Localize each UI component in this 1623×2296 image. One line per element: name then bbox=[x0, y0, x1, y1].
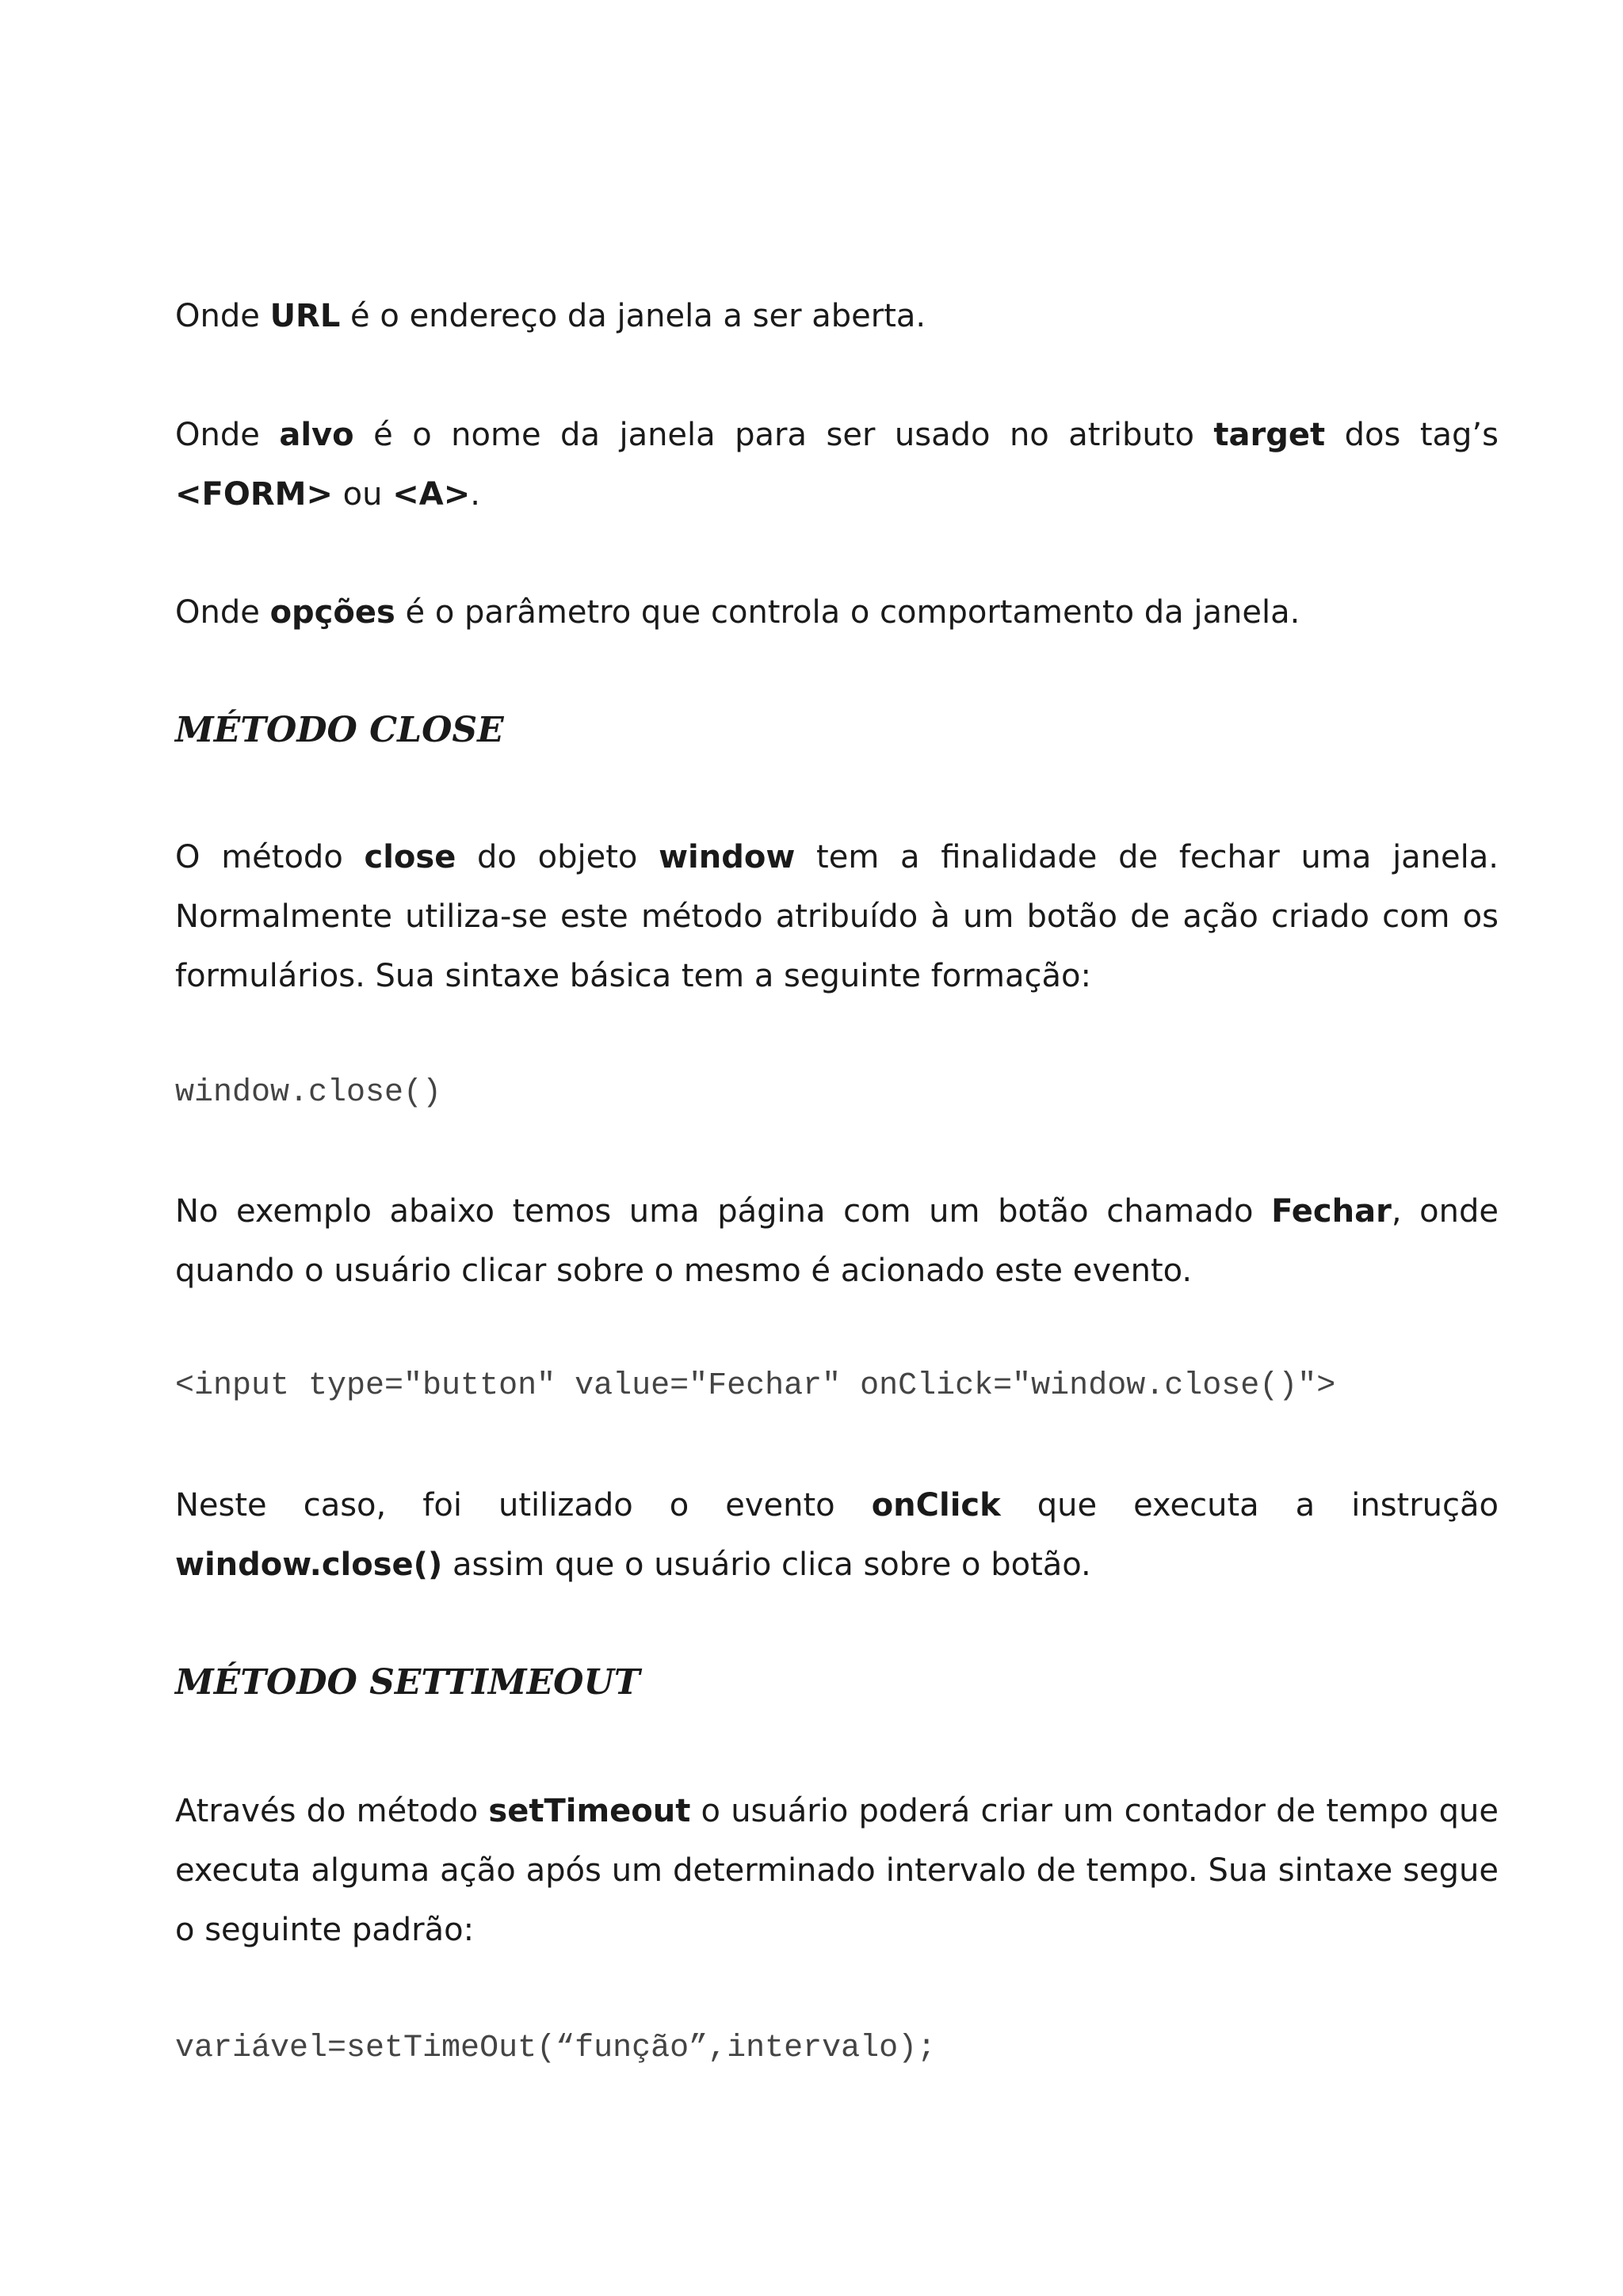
bold-term-form: <FORM> bbox=[175, 476, 333, 513]
bold-term-target: target bbox=[1213, 417, 1326, 453]
heading-metodo-close: MÉTODO CLOSE bbox=[175, 710, 504, 750]
text: é o nome da janela para ser usado no atributo bbox=[353, 417, 1214, 453]
code-settimeout-syntax: variável=setTimeOut(“função”,intervalo); bbox=[175, 2031, 937, 2066]
paragraph-example bbox=[175, 1182, 1499, 1301]
heading-metodo-settimeout: MÉTODO SETTIMEOUT bbox=[175, 1662, 640, 1703]
text: ou bbox=[332, 476, 393, 513]
text: dos tag’s bbox=[1325, 417, 1499, 453]
paragraph-settimeout-description bbox=[175, 1782, 1499, 1960]
text: No exemplo abaixo temos uma página com um botão chamado bbox=[175, 1193, 1272, 1230]
text: Onde bbox=[175, 298, 270, 334]
code-window-close: window.close() bbox=[175, 1075, 442, 1111]
text: Onde bbox=[175, 417, 280, 453]
paragraph-close-description bbox=[175, 828, 1499, 1006]
bold-term-window-close: window.close() bbox=[175, 1547, 443, 1583]
bold-term-a: <A> bbox=[392, 476, 471, 513]
text: do objeto bbox=[456, 839, 659, 875]
text: O método bbox=[175, 839, 365, 875]
text: Onde bbox=[175, 594, 270, 631]
text: é o endereço da janela a ser aberta. bbox=[340, 298, 926, 334]
bold-term-settimeout: setTimeout bbox=[488, 1793, 691, 1829]
bold-term-alvo: alvo bbox=[279, 417, 354, 453]
paragraph-opcoes bbox=[175, 583, 1499, 643]
text: . bbox=[470, 476, 480, 513]
paragraph-onclick bbox=[175, 1476, 1499, 1595]
bold-term-opcoes: opções bbox=[269, 594, 395, 631]
text: é o parâmetro que controla o comportamento da janela. bbox=[395, 594, 1300, 631]
text: que executa a instrução bbox=[1000, 1487, 1499, 1524]
bold-term-url: URL bbox=[269, 298, 341, 334]
bold-term-onclick: onClick bbox=[871, 1487, 1001, 1524]
paragraph-url bbox=[175, 287, 1499, 346]
text: Neste caso, foi utilizado o evento bbox=[175, 1487, 872, 1524]
bold-term-fechar: Fechar bbox=[1271, 1193, 1392, 1230]
paragraph-alvo bbox=[175, 406, 1499, 524]
code-input-button: <input type="button" value="Fechar" onClick="window.close()"> bbox=[175, 1368, 1336, 1404]
bold-term-close: close bbox=[364, 839, 456, 875]
bold-term-window: window bbox=[659, 839, 796, 875]
text: tem a finalidade de fechar uma janela. Normalmente utiliza-se este método atribuído à um botão de ação criado com os formulários. Sua sintaxe básica tem a seguinte formação: bbox=[175, 839, 1499, 994]
text: assim que o usuário clica sobre o botão. bbox=[442, 1547, 1091, 1583]
text: , onde quando o usuário clicar sobre o mesmo é acionado este evento. bbox=[175, 1193, 1499, 1289]
text: Através do método bbox=[175, 1793, 489, 1829]
text: o usuário poderá criar um contador de tempo que executa alguma ação após um determinado intervalo de tempo. Sua sintaxe segue o seguinte padrão: bbox=[175, 1793, 1499, 1948]
